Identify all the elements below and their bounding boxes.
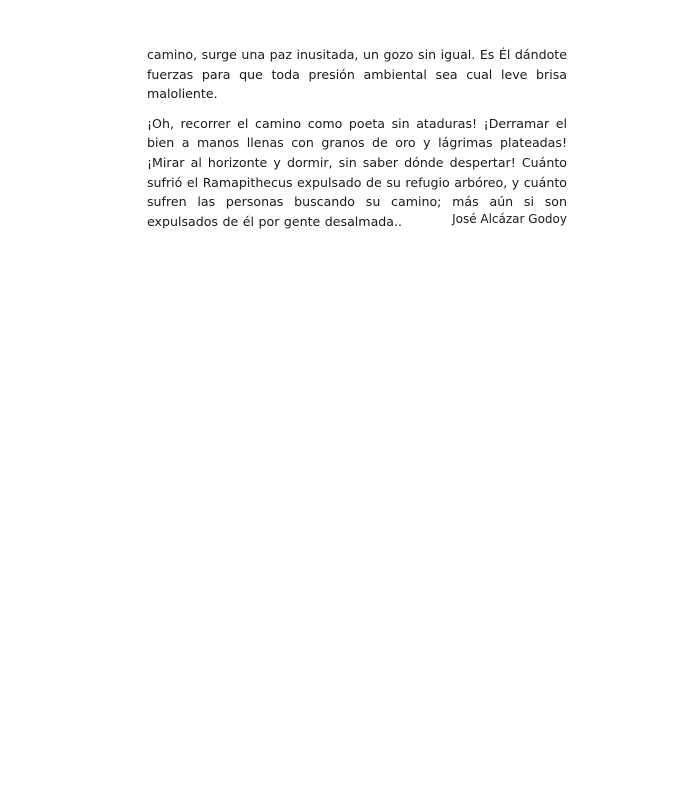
- body-text: [147, 45, 567, 231]
- paragraph-2: ¡Oh, recorrer el camino como poeta sin ataduras! ¡Derramar el bien a manos llenas con granos de oro y lágrimas plateadas! ¡Mirar al horizonte y dormir, sin saber dónde despertar! Cuánto sufrió el Ramapithecus expulsado de su refugio arbóreo, y cuánto sufren las personas buscando su camino; más aún si son expulsados de él por gente desalmada..: [147, 115, 567, 229]
- paragraph-1: camino, surge una paz inusitada, un gozo sin igual. Es Él dándote fuerzas para que toda presión ambiental sea cual leve brisa maloliente.: [147, 47, 567, 102]
- author-signature: José Alcázar Godoy: [452, 212, 567, 226]
